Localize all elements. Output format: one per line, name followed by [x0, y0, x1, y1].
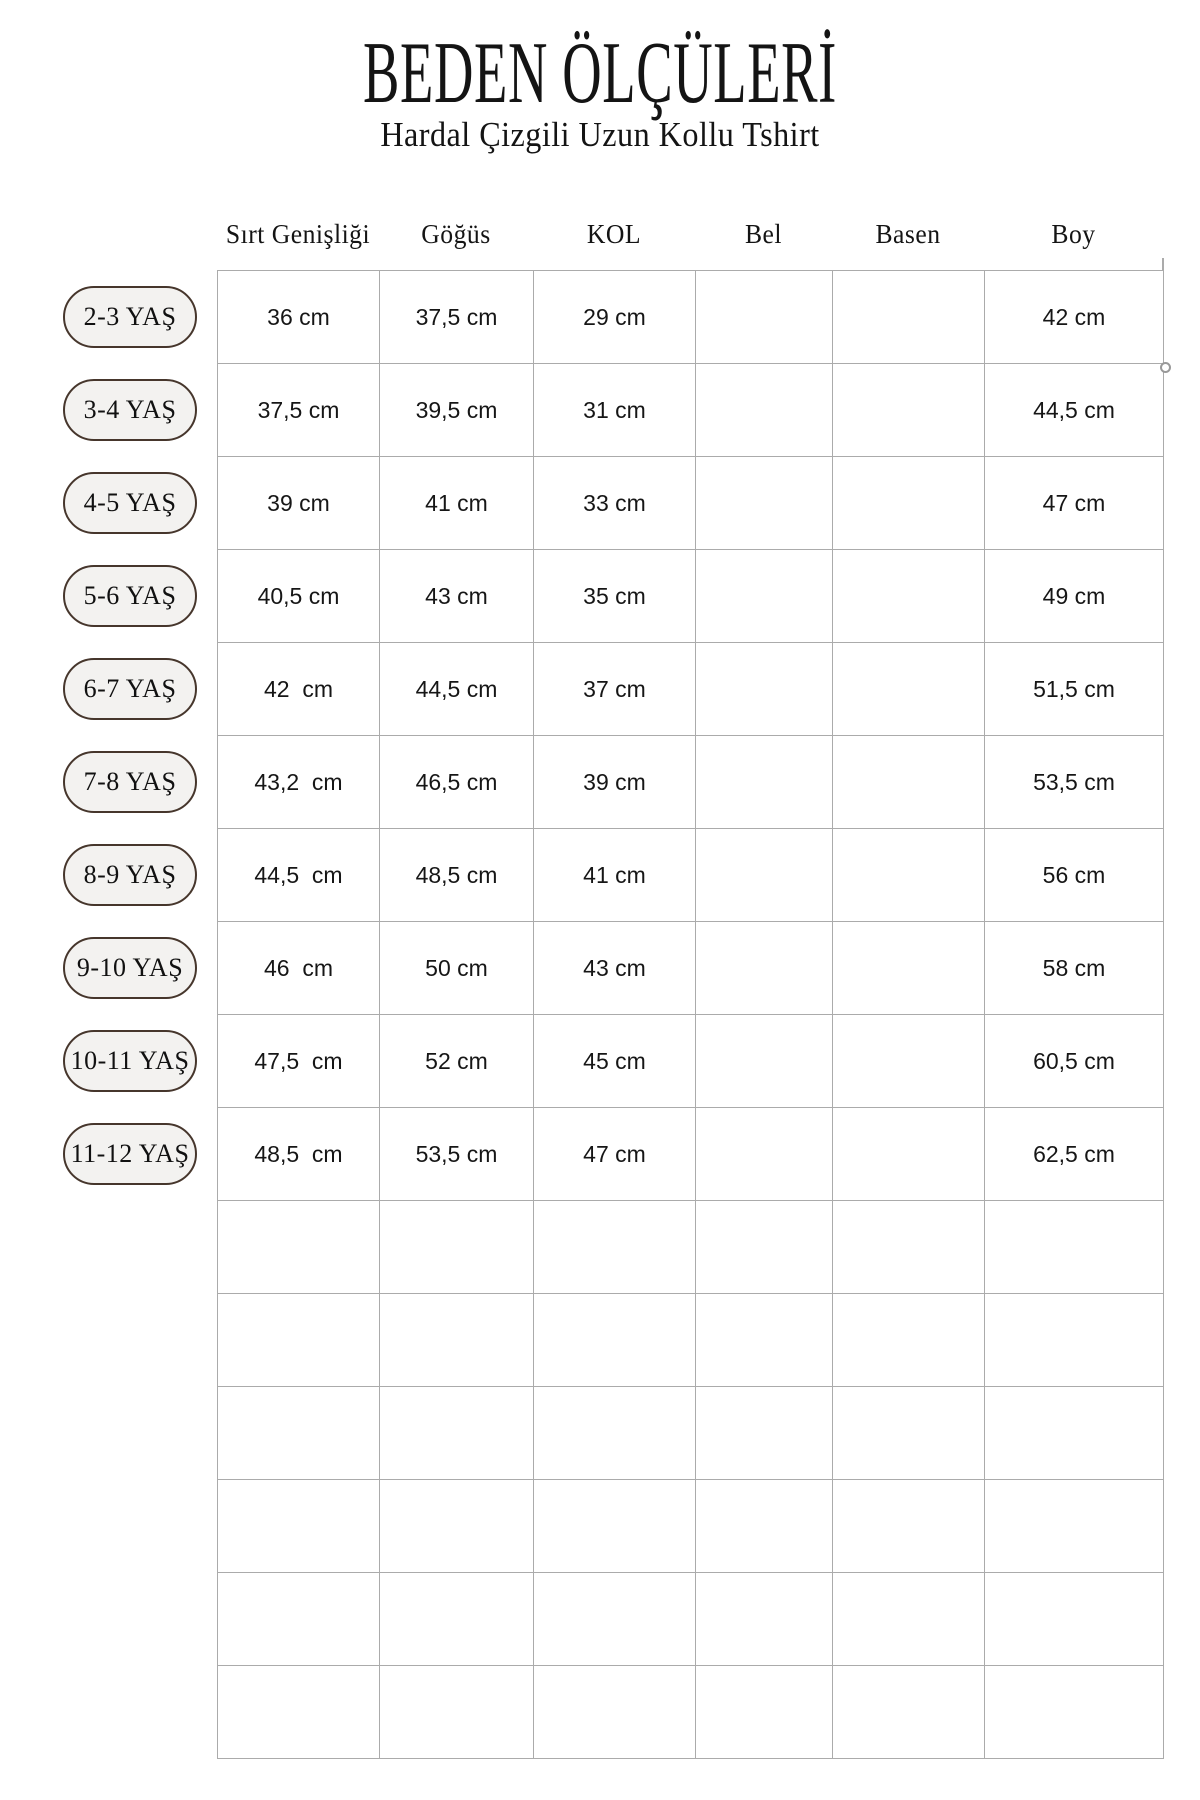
cell-r4-c5: [833, 550, 985, 643]
cell-r3-c6: 47 cm: [985, 457, 1164, 550]
cell-r9-c4: [696, 1015, 833, 1108]
empty-cell: [696, 1480, 833, 1573]
column-header-6: Boy: [1051, 219, 1096, 249]
cell-r9-c6: 60,5 cm: [985, 1015, 1164, 1108]
empty-cell: [218, 1666, 380, 1759]
cell-r2-c2: 39,5 cm: [380, 364, 534, 457]
cell-r6-c1: 43,2 cm: [218, 736, 380, 829]
cell-r4-c4: [696, 550, 833, 643]
cell-r7-c3: 41 cm: [534, 829, 696, 922]
cell-r10-c5: [833, 1108, 985, 1201]
column-header-2: Göğüs: [421, 219, 491, 249]
cell-r10-c4: [696, 1108, 833, 1201]
page-title: BEDEN ÖLÇÜLERİ: [363, 25, 837, 122]
empty-cell: [985, 1294, 1164, 1387]
empty-cell: [985, 1573, 1164, 1666]
empty-cell: [218, 1480, 380, 1573]
empty-cell: [985, 1666, 1164, 1759]
cell-r2-c4: [696, 364, 833, 457]
cell-r10-c2: 53,5 cm: [380, 1108, 534, 1201]
column-headers: [217, 192, 1163, 252]
column-header-4: Bel: [744, 219, 783, 249]
age-pill-10: 11-12 YAŞ: [63, 1123, 197, 1185]
cell-r1-c1: 36 cm: [218, 271, 380, 364]
empty-cell: [380, 1666, 534, 1759]
cell-r7-c1: 44,5 cm: [218, 829, 380, 922]
empty-cell: [985, 1387, 1164, 1480]
cell-r9-c2: 52 cm: [380, 1015, 534, 1108]
cell-r5-c5: [833, 643, 985, 736]
empty-cell: [380, 1294, 534, 1387]
cell-r8-c1: 46 cm: [218, 922, 380, 1015]
empty-cell: [380, 1573, 534, 1666]
cell-r4-c6: 49 cm: [985, 550, 1164, 643]
column-header-1: Sırt Genişliği: [225, 219, 371, 249]
age-pill-6: 7-8 YAŞ: [63, 751, 197, 813]
cell-r6-c2: 46,5 cm: [380, 736, 534, 829]
cell-r3-c4: [696, 457, 833, 550]
empty-cell: [985, 1201, 1164, 1294]
cell-r6-c6: 53,5 cm: [985, 736, 1164, 829]
cell-r8-c3: 43 cm: [534, 922, 696, 1015]
cell-r7-c4: [696, 829, 833, 922]
cell-r8-c2: 50 cm: [380, 922, 534, 1015]
empty-cell: [534, 1573, 696, 1666]
cell-r10-c3: 47 cm: [534, 1108, 696, 1201]
cell-r5-c1: 42 cm: [218, 643, 380, 736]
cell-r9-c3: 45 cm: [534, 1015, 696, 1108]
age-pill-1: 2-3 YAŞ: [63, 286, 197, 348]
cell-r3-c2: 41 cm: [380, 457, 534, 550]
cell-r3-c5: [833, 457, 985, 550]
cell-r10-c1: 48,5 cm: [218, 1108, 380, 1201]
empty-cell: [218, 1294, 380, 1387]
column-header-3: KOL: [586, 219, 642, 249]
empty-cell: [218, 1201, 380, 1294]
age-pill-8: 9-10 YAŞ: [63, 937, 197, 999]
cell-r5-c4: [696, 643, 833, 736]
age-pill-4: 5-6 YAŞ: [63, 565, 197, 627]
empty-cell: [833, 1480, 985, 1573]
empty-cell: [696, 1666, 833, 1759]
cell-r3-c1: 39 cm: [218, 457, 380, 550]
cell-r2-c6: 44,5 cm: [985, 364, 1164, 457]
empty-cell: [833, 1387, 985, 1480]
cell-r5-c2: 44,5 cm: [380, 643, 534, 736]
empty-cell: [534, 1480, 696, 1573]
age-pill-7: 8-9 YAŞ: [63, 844, 197, 906]
age-pill-9: 10-11 YAŞ: [63, 1030, 197, 1092]
cell-r7-c5: [833, 829, 985, 922]
cell-r1-c4: [696, 271, 833, 364]
empty-cell: [534, 1294, 696, 1387]
size-table: [217, 270, 1164, 1759]
cell-r7-c2: 48,5 cm: [380, 829, 534, 922]
cell-r1-c5: [833, 271, 985, 364]
cell-r4-c1: 40,5 cm: [218, 550, 380, 643]
empty-cell: [380, 1387, 534, 1480]
empty-cell: [380, 1201, 534, 1294]
cell-r8-c5: [833, 922, 985, 1015]
cell-r1-c3: 29 cm: [534, 271, 696, 364]
empty-cell: [985, 1480, 1164, 1573]
empty-cell: [534, 1387, 696, 1480]
empty-cell: [696, 1573, 833, 1666]
selection-handle-icon[interactable]: [1160, 362, 1171, 373]
cell-r9-c1: 47,5 cm: [218, 1015, 380, 1108]
empty-cell: [534, 1201, 696, 1294]
cell-r1-c6: 42 cm: [985, 271, 1164, 364]
empty-cell: [833, 1294, 985, 1387]
cell-r3-c3: 33 cm: [534, 457, 696, 550]
cell-r2-c1: 37,5 cm: [218, 364, 380, 457]
page-subtitle: Hardal Çizgili Uzun Kollu Tshirt: [380, 115, 820, 154]
empty-cell: [833, 1573, 985, 1666]
cell-r2-c5: [833, 364, 985, 457]
cell-r7-c6: 56 cm: [985, 829, 1164, 922]
age-pill-5: 6-7 YAŞ: [63, 658, 197, 720]
cell-r6-c5: [833, 736, 985, 829]
cell-r4-c2: 43 cm: [380, 550, 534, 643]
border-overshoot-tick: [1162, 258, 1164, 271]
cell-r8-c6: 58 cm: [985, 922, 1164, 1015]
cell-r4-c3: 35 cm: [534, 550, 696, 643]
empty-cell: [833, 1666, 985, 1759]
cell-r8-c4: [696, 922, 833, 1015]
empty-cell: [534, 1666, 696, 1759]
empty-cell: [218, 1573, 380, 1666]
empty-cell: [696, 1387, 833, 1480]
cell-r2-c3: 31 cm: [534, 364, 696, 457]
empty-cell: [218, 1387, 380, 1480]
age-pill-2: 3-4 YAŞ: [63, 379, 197, 441]
cell-r10-c6: 62,5 cm: [985, 1108, 1164, 1201]
age-pill-3: 4-5 YAŞ: [63, 472, 197, 534]
empty-cell: [833, 1201, 985, 1294]
cell-r5-c3: 37 cm: [534, 643, 696, 736]
empty-cell: [696, 1201, 833, 1294]
column-header-5: Basen: [875, 219, 941, 249]
empty-cell: [696, 1294, 833, 1387]
cell-r6-c4: [696, 736, 833, 829]
empty-cell: [380, 1480, 534, 1573]
cell-r5-c6: 51,5 cm: [985, 643, 1164, 736]
cell-r1-c2: 37,5 cm: [380, 271, 534, 364]
cell-r6-c3: 39 cm: [534, 736, 696, 829]
cell-r9-c5: [833, 1015, 985, 1108]
